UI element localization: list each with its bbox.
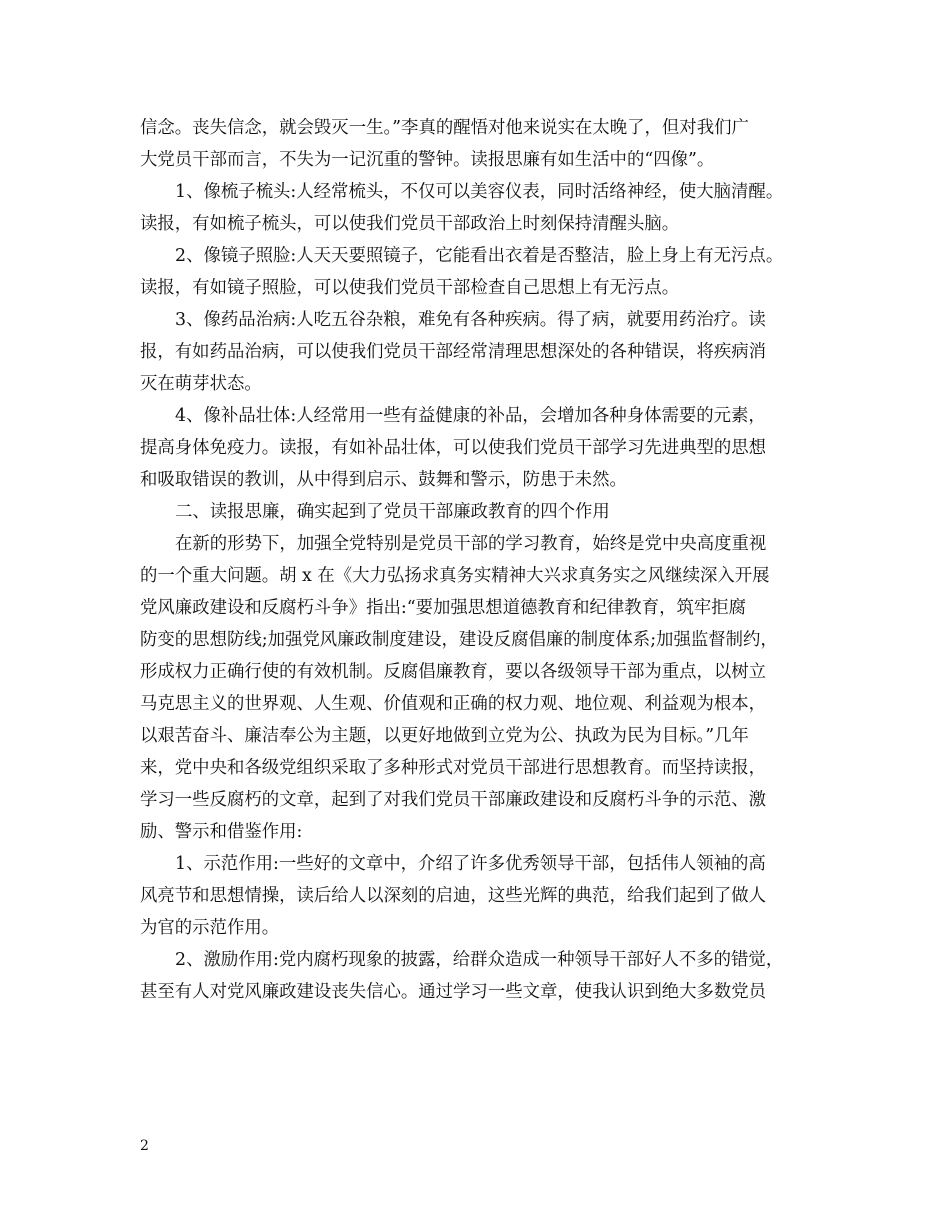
text-line: 1、像梳子梳头:人经常梳头，不仅可以美容仪表，同时活络神经，使大脑清醒。 (175, 182, 784, 202)
text-line: 的一个重大问题。胡 x 在《大力弘扬求真务实精神大兴求真务实之风继续深入开展 (140, 566, 770, 586)
text-line: 甚至有人对党风廉政建设丧失信心。通过学习一些文章，使我认识到绝大多数党员 (140, 982, 767, 1002)
text-line: 3、像药品治病:人吃五谷杂粮，难免有各种疾病。得了病，就要用药治疗。读 (175, 310, 766, 330)
text-line: 2、像镜子照脸:人天天要照镜子，它能看出衣着是否整洁，脸上身上有无污点。 (175, 246, 784, 266)
text-line: 马克思主义的世界观、人生观、价值观和正确的权力观、地位观、利益观为根本， (140, 694, 767, 714)
text-line: 信念。丧失信念，就会毁灭一生。”李真的醒悟对他来说实在太晚了，但对我们广 (140, 118, 749, 138)
text-line: 灭在萌芽状态。 (140, 374, 262, 394)
text-line: 形成权力正确行使的有效机制。反腐倡廉教育，要以各级领导干部为重点，以树立 (140, 662, 767, 682)
page-number: 2 (140, 1138, 149, 1154)
text-line: 励、警示和借鉴作用: (140, 822, 303, 842)
text-line: 来，党中央和各级党组织采取了多种形式对党员干部进行思想教育。而坚持读报， (140, 758, 767, 778)
text-line: 2、激励作用:党内腐朽现象的披露，给群众造成一种领导干部好人不多的错觉， (175, 950, 784, 970)
text-line: 防变的思想防线;加强党风廉政制度建设，建设反腐倡廉的制度体系;加强监督制约， (140, 630, 778, 650)
text-line: 风亮节和思想情操，读后给人以深刻的启迪，这些光辉的典范，给我们起到了做人 (140, 886, 767, 906)
text-line: 读报，有如镜子照脸，可以使我们党员干部检查自己思想上有无污点。 (140, 278, 680, 298)
text-line: 报，有如药品治病，可以使我们党员干部经常清理思想深处的各种错误，将疾病消 (140, 342, 767, 362)
text-line: 二、读报思廉，确实起到了党员干部廉政教育的四个作用 (175, 502, 610, 522)
text-line: 以艰苦奋斗、廉洁奉公为主题，以更好地做到立党为公、执政为民为目标。”几年 (140, 726, 749, 746)
text-line: 学习一些反腐朽的文章，起到了对我们党员干部廉政建设和反腐朽斗争的示范、激 (140, 790, 767, 810)
text-line: 党风廉政建设和反腐朽斗争》指出:“要加强思想道德教育和纪律教育，筑牢拒腐 (140, 598, 747, 618)
text-line: 提高身体免疫力。读报，有如补品壮体，可以使我们党员干部学习先进典型的思想 (140, 438, 767, 458)
text-line: 为官的示范作用。 (140, 918, 280, 938)
text-line: 在新的形势下，加强全党特别是党员干部的学习教育，始终是党中央高度重视 (175, 534, 767, 554)
text-line: 大党员干部而言，不失为一记沉重的警钟。读报思廉有如生活中的“四像”。 (140, 150, 715, 170)
document-body (140, 112, 812, 1008)
text-line: 读报，有如梳子梳头，可以使我们党员干部政治上时刻保持清醒头脑。 (140, 214, 680, 234)
text-line: 4、像补品壮体:人经常用一些有益健康的补品，会增加各种身体需要的元素， (175, 406, 766, 426)
text-line: 1、示范作用:一些好的文章中，介绍了许多优秀领导干部，包括伟人领袖的高 (175, 854, 766, 874)
text-line: 和吸取错误的教训，从中得到启示、鼓舞和警示，防患于未然。 (140, 470, 627, 490)
